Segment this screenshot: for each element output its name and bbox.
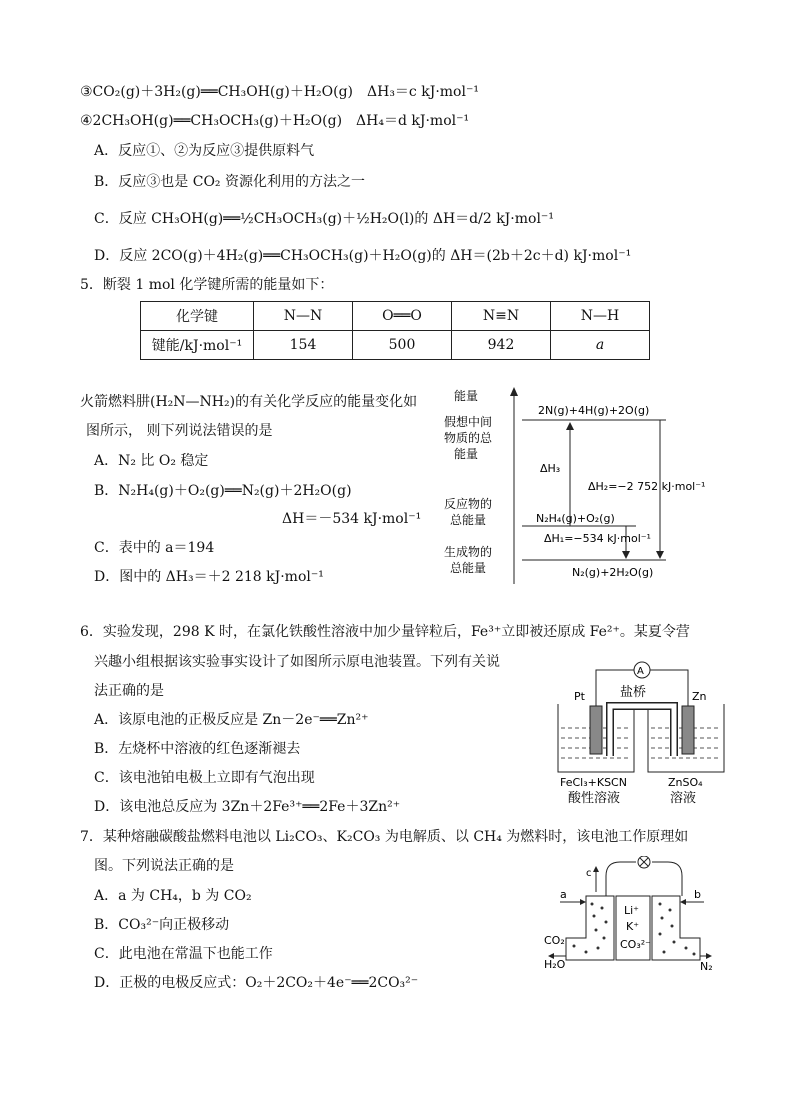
right-solution-label-2: 溶液 [670,791,697,806]
table-row [141,302,650,331]
salt-bridge-label: 盐桥 [620,685,647,700]
label-products-1: 生成物的 [444,545,493,559]
left-solution-label-1: FeCl₃+KSCN [560,776,627,789]
label-reactants-2: 总能量 [450,513,487,527]
label-intermediate-3: 能量 [454,447,479,461]
q4-equation-3: ③CO₂(g)＋3H₂(g)══CH₃OH(g)＋H₂O(g) ΔH₃＝c kJ·mol⁻¹ [80,84,479,100]
table-cell: O══O [353,302,452,331]
output-n2-label: N₂ [700,960,713,970]
q6-line-1: 6．实验发现，298 K 时，在氯化铁酸性溶液中加少量锌粒后，Fe³⁺立即被还原成 Fe²⁺。某夏令营 [80,624,690,640]
q5-option-d: D．图中的 ΔH₃＝＋2 218 kJ·mol⁻¹ [94,569,324,585]
q6-option-c: C．该电池铂电极上立即有气泡出现 [94,770,315,786]
table-cell: 键能/kJ·mol⁻¹ [141,331,254,360]
q6-line-3: 法正确的是 [94,683,164,699]
zn-electrode-label: Zn [692,690,707,703]
q5-description-1: 火箭燃料肼(H₂N—NH₂)的有关化学反应的能量变化如 [80,394,418,410]
bond-energy-table [140,301,650,360]
q5-option-a: A．N₂ 比 O₂ 稳定 [94,453,209,469]
table-cell: 942 [452,331,551,360]
ammeter-icon: A [637,666,644,677]
delta-h3-label: ΔH₃ [540,462,561,475]
q4-option-d: D．反应 2CO(g)＋4H₂(g)══CH₃OCH₃(g)＋H₂O(g)的 ΔH＝(2b＋2c＋d) kJ·mol⁻¹ [94,248,632,264]
label-reactants-1: 反应物的 [444,497,493,511]
output-h2o-label: H₂O [544,958,566,970]
ion-li: Li⁺ [624,904,639,917]
table-cell: N—N [254,302,353,331]
q6-option-b: B．左烧杯中溶液的红色逐渐褪去 [94,741,301,757]
q4-option-a: A．反应①、②为反应③提供原料气 [94,143,315,159]
q4-option-b: B．反应③也是 CO₂ 资源化利用的方法之一 [94,174,365,190]
level-top-species: 2N(g)+4H(g)+2O(g) [538,404,650,417]
q5-description-2: 图所示， 则下列说法错误的是 [86,423,273,439]
q6-line-2: 兴趣小组根据该实验事实设计了如图所示原电池装置。下列有关说 [94,654,500,670]
label-intermediate-2: 物质的总 [444,431,493,445]
galvanic-cell-diagram [552,656,728,808]
fuel-cell-diagram [540,856,718,970]
table-cell: N≡N [452,302,551,331]
output-co2-label: CO₂ [544,934,565,947]
input-a-label: a [560,888,567,901]
input-b-label: b [694,888,701,901]
q7-option-c: C．此电池在常温下也能工作 [94,946,273,962]
q4-equation-4: ④2CH₃OH(g)══CH₃OCH₃(g)＋H₂O(g) ΔH₄＝d kJ·mol⁻¹ [80,113,470,129]
q5-option-b-1: B．N₂H₄(g)＋O₂(g)══N₂(g)＋2H₂O(g) [94,483,352,499]
table-cell: 500 [353,331,452,360]
q7-option-d: D．正极的电极反应式：O₂＋2CO₂＋4e⁻══2CO₃²⁻ [94,975,419,991]
table-row [141,331,650,360]
delta-h2-label: ΔH₂=−2 752 kJ·mol⁻¹ [588,480,706,493]
q7-line-2: 图。下列说法正确的是 [94,858,234,874]
q6-option-a: A．该原电池的正极反应是 Zn－2e⁻══Zn²⁺ [94,712,369,728]
q6-option-d: D．该电池总反应为 3Zn＋2Fe³⁺══2Fe＋3Zn²⁺ [94,799,401,815]
q5-option-c: C．表中的 a＝194 [94,540,215,556]
level-mid-species: N₂H₄(g)+O₂(g) [536,512,615,525]
q7-line-1: 7．某种熔融碳酸盐燃料电池以 Li₂CO₃、K₂CO₃ 为电解质、以 CH₄ 为燃料时，该电池工作原理如 [80,829,689,845]
q7-option-b: B．CO₃²⁻向正极移动 [94,917,230,933]
q5-option-b-2: ΔH＝－534 kJ·mol⁻¹ [282,511,422,527]
table-cell: 154 [254,331,353,360]
energy-level-diagram [440,384,730,590]
label-products-2: 总能量 [450,561,487,575]
ion-co3: CO₃²⁻ [620,938,651,951]
pt-electrode-label: Pt [574,690,585,703]
table-cell: N—H [551,302,650,331]
energy-axis-label: 能量 [454,389,479,403]
q5-stem: 5．断裂 1 mol 化学键所需的能量如下： [80,277,334,293]
label-intermediate-1: 假想中间 [444,415,493,429]
left-solution-label-2: 酸性溶液 [568,791,621,806]
electron-label-c: c [586,868,592,879]
table-cell: 化学键 [141,302,254,331]
q7-option-a: A．a 为 CH₄，b 为 CO₂ [94,888,252,904]
q4-option-c: C．反应 CH₃OH(g)══½CH₃OCH₃(g)＋½H₂O(l)的 ΔH＝d/2 kJ·mol⁻¹ [94,211,554,227]
ion-k: K⁺ [626,920,640,933]
level-bottom-species: N₂(g)+2H₂O(g) [572,566,654,579]
delta-h1-label: ΔH₁=−534 kJ·mol⁻¹ [544,532,651,545]
table-cell: a [551,331,650,360]
right-solution-label-1: ZnSO₄ [668,776,703,789]
